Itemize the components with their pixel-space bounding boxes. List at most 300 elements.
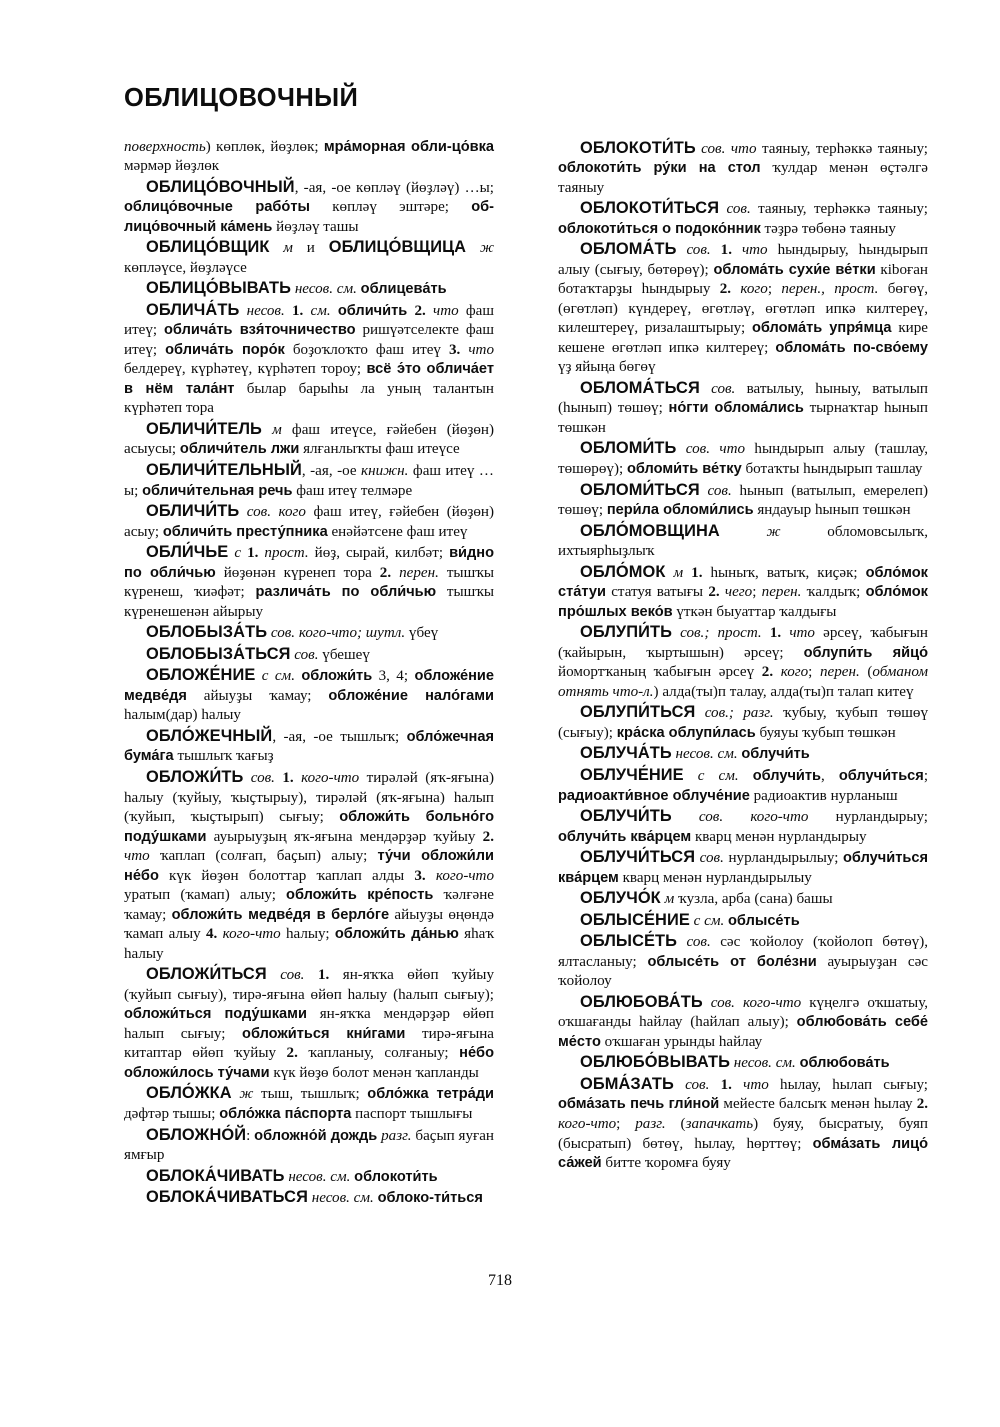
entry-headword: ОБЛОКА́ЧИВАТЬСЯ	[146, 1188, 308, 1207]
entry-sense-number: 2.	[482, 828, 494, 845]
entry-example: облича́ть взя́точничество	[164, 322, 356, 339]
entry-gloss: тирәләй (яҡ-яғына) һалыу (ҡуйыу, ҡыҫтырыу), тирәләй (яҡ-яғына) һалып (ҡуйып, ҡыҫтырып) сығыу;	[124, 769, 494, 826]
entry-gloss: нурландырылыу;	[723, 850, 844, 867]
entry-example: ви́дно по обли́чью	[124, 545, 494, 581]
page-number: 718	[488, 1272, 512, 1289]
entry-headword: ОБЛОМА́ТЬ	[580, 240, 677, 259]
entry-gloss: таяныу, терһәккә таяныу;	[750, 201, 928, 218]
entry-grammar-label: разг.	[635, 1116, 666, 1132]
entry-gloss: , -ая, -ое көпләү (йөҙләү) …ы;	[294, 179, 494, 196]
entry-gloss: кире кешене өгөтләп ипкә килтереү;	[558, 320, 928, 356]
entry-grammar-label: сов.	[243, 769, 275, 786]
entry-example: обло́жечная бума́га	[124, 728, 494, 765]
entry-headword: ОБЛУЧИ́ТЬСЯ	[580, 848, 696, 867]
entry-grammar-label: несов. см.	[291, 281, 361, 298]
entry-headword: ОБЛОЖЕ́НИЕ	[146, 666, 256, 685]
entry-example: обличи́ть престу́пника	[162, 523, 328, 540]
entry-gloss: 3, 4;	[372, 668, 415, 685]
entry-grammar-label: ж	[231, 1086, 254, 1103]
entry-gloss: и	[306, 240, 329, 257]
entry-grammar-label: сов.	[699, 380, 736, 397]
entry-headword: ОБЛИЦО́ВЫВАТЬ	[146, 279, 292, 298]
entry-example: облома́ть по-сво́ему	[775, 339, 928, 356]
entry-example: ти́ться	[434, 1190, 483, 1207]
dictionary-entry	[558, 521, 928, 562]
entry-grammar-label: сов.	[677, 934, 711, 951]
entry-gloss: һынып (ватылып, емерелеп) төшөү;	[558, 482, 928, 519]
entry-grammar-label: сов.	[719, 201, 751, 218]
entry-gloss: обломовсылыҡ, ихтыярһыҙлыҡ	[558, 523, 928, 560]
entry-grammar-label: сов. кого	[239, 504, 306, 521]
entry-example: обложи́ться кни́гами	[242, 1025, 406, 1042]
entry-gloss: йөҙләү ташы	[272, 218, 359, 235]
entry-gloss	[762, 625, 770, 641]
entry-grammar-label: сов. кого-что	[671, 809, 809, 826]
dictionary-entry	[558, 239, 928, 378]
entry-gloss: фаш итеү …ы;	[124, 463, 495, 499]
entry-example: всё э́то облича́ет в нём тала́нт	[124, 361, 494, 397]
entry-grammar-label: сов.; прост.	[671, 625, 762, 642]
dictionary-entry	[558, 702, 928, 743]
entry-gloss: ришүәтселекте фаш итеү;	[124, 322, 494, 358]
entry-grammar-label: книжн.	[361, 463, 409, 479]
entry-gloss: баҫып яуған ямғыр	[124, 1127, 494, 1164]
entry-gloss: ботаҡты һындырып ташлау	[741, 461, 923, 477]
entry-gloss: мейесте балсыҡ менән һылау	[719, 1096, 917, 1113]
dictionary-entry	[124, 177, 494, 238]
entry-grammar-label: сов.	[699, 482, 732, 499]
dictionary-entry	[124, 1083, 494, 1124]
entry-grammar-label: прост.	[258, 545, 309, 562]
entry-grammar-label: кого	[773, 664, 809, 681]
entry-sense-number: 2.	[379, 564, 392, 581]
entry-gloss: яндауыр һынып төшкән	[753, 502, 911, 519]
entry-grammar-label: что	[731, 1076, 769, 1093]
entry-grammar-label: сов.; разг.	[695, 705, 774, 722]
entry-gloss: , -ая, -ое тышлыҡ;	[272, 728, 407, 745]
dictionary-entry	[124, 1166, 494, 1188]
dictionary-entry	[558, 622, 928, 702]
entry-gloss: күңелгә оҡшатыу, оҡшағанды һайлау (һайлап алыу);	[558, 994, 928, 1031]
entry-grammar-label: кого-что	[217, 926, 281, 943]
dictionary-entry	[124, 726, 494, 767]
entry-gloss: ян-яҡҡа мендәрҙәр өйөп һалып сығыу;	[124, 1006, 495, 1042]
entry-example: обма́зать печь гли́ной	[558, 1096, 720, 1113]
entry-grammar-label: сов. кого-что	[702, 994, 802, 1011]
entry-gloss: үбешеү	[318, 646, 370, 663]
entry-example: обло́жка тетра́ди	[367, 1086, 494, 1103]
entry-headword: ОБЛОБЫЗА́ТЬ	[146, 623, 268, 642]
dictionary-entry	[558, 888, 928, 910]
entry-example: обложи́ть да́нью	[334, 926, 459, 943]
entry-gloss: йөҙөнән күренеп тора	[215, 564, 380, 581]
entry-example: обложно́й дождь	[254, 1127, 378, 1144]
entry-sense-number: 2.	[761, 664, 774, 681]
entry-headword: ОБЛИЧИ́ТЬ	[146, 502, 240, 521]
entry-grammar-label: что	[460, 341, 494, 358]
entry-headword: ОБЛИ́ЧЬЕ	[146, 543, 229, 562]
entry-example: облицо́вочные рабо́ты	[124, 199, 310, 216]
entry-example: облича́ть поро́к	[165, 341, 285, 358]
entry-gloss: ҡалдыҡ;	[801, 584, 866, 601]
entry-gloss: ҡузла, арба (сана) башы	[674, 891, 833, 908]
entry-gloss: фаш итеүсе, ғәйебен (йөҙөн) асыусы;	[124, 421, 494, 458]
entry-grammar-label: ж	[719, 523, 781, 540]
dictionary-entry	[124, 278, 494, 300]
dictionary-entry	[558, 806, 928, 847]
entry-example: об-	[471, 199, 494, 216]
entry-gloss: былар барыһы ла уның талантын күрһәтеп тора	[124, 380, 494, 417]
entry-gloss: ауырыуҙан сәс ҡойолоу	[558, 953, 928, 990]
entry-example: обма́зать лицо́ са́жей	[558, 1135, 928, 1172]
entry-grammar-label: сов.	[673, 1076, 710, 1093]
entry-gloss: һалым(дар) һалыу	[124, 707, 241, 724]
dictionary-entry	[558, 1052, 928, 1074]
entry-headword: ОБЛЮБО́ВЫВАТЬ	[580, 1053, 730, 1072]
entry-gloss: яһаҡ һалыу	[124, 926, 494, 962]
entry-grammar-label: несов.	[239, 302, 285, 319]
entry-headword: ОБЛУПИ́ТЬ	[580, 623, 672, 642]
entry-gloss: ) алда(ты)п талау, алда(ты)п талап китеү	[653, 683, 914, 700]
entry-example: облучи́ть ква́рцем	[558, 828, 692, 845]
entry-grammar-label: перен.	[819, 664, 860, 681]
entry-headword: ОБЛИЦО́ВЩИЦА	[328, 238, 467, 257]
entry-gloss: буяуы ҡубып төшкән	[755, 724, 896, 741]
entry-headword: ОБЛИЦО́ВЩИК	[146, 238, 270, 257]
entry-gloss: енәйәтсене фаш итеү	[327, 523, 468, 540]
entry-example: обломи́ть ве́тку	[626, 461, 742, 477]
entry-gloss: тышҡы күренеш, ҡиәфәт;	[124, 564, 494, 601]
entry-grammar-label: запачкать	[685, 1116, 754, 1132]
entry-sense-number: 3.	[449, 341, 461, 358]
entry-sense-number: 2.	[708, 584, 720, 601]
entry-gloss: радиоактив нурланыш	[749, 787, 898, 804]
entry-example: облокоти́ть	[354, 1168, 438, 1185]
dictionary-entry	[558, 992, 928, 1053]
dictionary-entry	[124, 300, 494, 419]
entry-grammar-label: сов.	[676, 242, 711, 259]
entry-gloss: һыныҡ, ватыҡ, киҫәк;	[702, 564, 866, 581]
entry-headword: ОБЛИЧА́ТЬ	[146, 300, 240, 319]
page-title: ОБЛИЦОВОЧНЫЙ	[124, 84, 359, 112]
dictionary-entry	[558, 480, 928, 521]
entry-gloss: ватылыу, һыныу, ватылып (һынып) төшөү;	[558, 380, 928, 417]
dictionary-entry	[124, 622, 494, 644]
dictionary-entry	[558, 910, 928, 932]
entry-gloss: һылау, һылап сығыу;	[768, 1076, 928, 1093]
entry-example: облицева́ть	[360, 281, 447, 298]
entry-example: облучи́ться ква́рцем	[558, 850, 928, 886]
entry-grammar-label: кого-что	[425, 867, 494, 884]
entry-example: обложе́ние нало́гами	[328, 687, 494, 704]
entry-grammar-label: несов. см.	[729, 1055, 800, 1072]
entry-grammar-label: кого-что	[293, 769, 360, 786]
entry-gloss: ;	[616, 1116, 636, 1132]
entry-grammar-label: что	[124, 848, 150, 865]
entry-example: обличи́ть	[337, 302, 408, 319]
entry-headword: ОБЛУЧЕ́НИЕ	[580, 765, 684, 784]
entry-sense-number: 1.	[720, 242, 732, 259]
entry-grammar-label: перен.	[391, 564, 439, 581]
entry-gloss: , -ая, -ое	[301, 463, 362, 479]
entry-headword: ОБЛО́ЖКА	[146, 1084, 232, 1103]
entry-headword: ОБЛОМИ́ТЬ	[580, 439, 677, 458]
entry-headword: ОБЛОКОТИ́ТЬ	[580, 138, 696, 157]
dictionary-entry	[124, 138, 494, 177]
entry-grammar-label: сов.	[290, 646, 319, 663]
entry-headword: ОБЛИЦО́ВОЧНЫЙ	[146, 177, 295, 196]
dictionary-entry	[124, 1187, 494, 1209]
entry-grammar-label: сов. что	[676, 441, 746, 458]
entry-grammar-label: перен., прост.	[781, 281, 879, 298]
entry-gloss: (	[665, 1116, 686, 1132]
entry-headword: ОБЛУЧИ́ТЬ	[580, 807, 672, 826]
entry-example: обложи́ть	[301, 668, 373, 685]
entry-gloss: ;	[808, 664, 820, 681]
entry-gloss: күк йөҙөн болоттар ҡаплап алды	[158, 867, 415, 884]
entry-gloss: йомортҡаның ҡабығын әрсеү	[558, 664, 762, 681]
entry-sense-number: 1.	[317, 967, 330, 984]
entry-gloss: уратып (ҡамап) алыу;	[124, 887, 287, 904]
entry-grammar-label: ж	[466, 240, 494, 257]
entry-example: облучи́ть	[741, 746, 810, 763]
entry-example: обло́мок ста́туи	[558, 564, 928, 601]
entry-headword: ОБЛУЧА́ТЬ	[580, 744, 672, 763]
entry-gloss: дәфтәр тышы;	[124, 1106, 220, 1122]
dictionary-entry	[124, 1125, 494, 1166]
entry-example: обложи́ться поду́шками	[124, 1006, 307, 1023]
entry-gloss: әрсеү, ҡабығын (ҡайырын, ҡыртышын) әрсеү;	[558, 625, 929, 661]
entry-grammar-label: обманом отнять что-л.	[558, 664, 928, 700]
entry-grammar-label: с см.	[683, 767, 753, 784]
entry-gloss: тышлыҡ ҡағыҙ	[173, 748, 274, 765]
dictionary-entry	[124, 665, 494, 726]
dictionary-entry	[558, 765, 928, 806]
entry-headword: ОБЛОМИ́ТЬСЯ	[580, 480, 700, 499]
entry-headword: ОБЛО́МОК	[580, 562, 666, 581]
entry-gloss: ян-яҡҡа өйөп ҡуйыу (ҡуйып сығыу), тирә-яғына өйөп һалыу (һалып сығыу);	[124, 967, 494, 1003]
dictionary-entry	[558, 378, 928, 439]
entry-gloss: ҡубыу, ҡубып төшөү (сығыу);	[558, 705, 928, 741]
entry-gloss: фаш итеү телмәре	[292, 482, 413, 499]
entry-example: облоко-	[377, 1190, 435, 1207]
entry-gloss: ауырыуҙың яҡ-яғына мендәрҙәр ҡуйыу	[206, 828, 483, 845]
entry-sense-number: 1.	[291, 302, 304, 319]
entry-example: цо́вка	[451, 138, 494, 155]
entry-sense-number: 2.	[286, 1045, 298, 1062]
dictionary-entry	[124, 501, 494, 542]
entry-gloss: ) көплөк, йөҙлөк;	[205, 138, 324, 155]
entry-example: облучи́ть	[752, 767, 822, 784]
entry-gloss: көпләү эштәре;	[309, 199, 472, 216]
entry-grammar-label: кого	[731, 281, 768, 298]
entry-gloss	[304, 967, 318, 983]
entry-gloss: бөгөү, (өгөтләп) күндереү, өгөтләү, өгөтләп ипкә килтереү, килештереү, ризалаштырыу;	[558, 281, 929, 337]
entry-headword: ОБЛОМА́ТЬСЯ	[580, 378, 700, 397]
entry-grammar-label: сов.	[266, 967, 305, 984]
entry-example: не́бо обложи́лось ту́чами	[124, 1045, 494, 1081]
right-column	[558, 138, 928, 1174]
entry-gloss: мәрмәр йөҙлөк	[124, 158, 220, 175]
entry-example: лицо́вочный ка́мень	[124, 218, 273, 235]
entry-gloss: күк йөҙө болот менән ҡапланды	[269, 1064, 479, 1081]
left-column	[124, 138, 494, 1209]
entry-example: облучи́ться	[838, 767, 924, 784]
dictionary-entry	[124, 644, 494, 666]
entry-grammar-label: что	[425, 302, 459, 319]
entry-headword: ОБЛУЧО́К	[580, 889, 661, 908]
entry-headword: ОБЛОЖИ́ТЬ	[146, 767, 244, 786]
entry-headword: ОБЛОЖНО́Й	[146, 1125, 247, 1144]
entry-headword: ОБЛО́МОВЩИНА	[580, 521, 720, 540]
entry-example: обложи́ть больно́го поду́шками	[124, 809, 494, 845]
dictionary-entry	[558, 562, 928, 623]
entry-sense-number: 1.	[247, 545, 259, 562]
entry-grammar-label: с см.	[255, 668, 302, 685]
dictionary-entry	[124, 767, 494, 964]
entry-headword: ОБЛОБЫЗА́ТЬСЯ	[146, 644, 291, 663]
entry-grammar-label: чего	[719, 584, 753, 601]
entry-sense-number: 1.	[282, 769, 294, 786]
entry-gloss: һындырыу, һындырып алыу (сығыу, бөтөрөү);	[558, 242, 929, 278]
entry-headword: ОБЛИЧИ́ТЕЛЬ	[146, 419, 262, 438]
dictionary-entry	[124, 542, 494, 622]
dictionary-entry	[124, 964, 494, 1083]
entry-gloss	[709, 1077, 720, 1093]
dictionary-entry	[558, 743, 928, 765]
entry-gloss: ҡаплап (солғап, баҫып) алыу;	[149, 848, 378, 865]
entry-gloss: ,	[821, 767, 839, 784]
entry-sense-number: 3.	[414, 867, 426, 884]
entry-example: облома́ть упря́мца	[751, 320, 892, 337]
entry-gloss: ялғанлыҡты фаш итеүсе	[299, 441, 460, 458]
entry-gloss: ;	[767, 281, 782, 298]
entry-headword: ОБЛУПИ́ТЬСЯ	[580, 703, 696, 722]
entry-grammar-label: что	[781, 625, 815, 642]
entry-gloss	[683, 565, 691, 581]
entry-gloss: һындырып алыу (ташлау, төшөрөү);	[558, 441, 928, 477]
entry-gloss: үҙ яйыңа бөгөү	[558, 359, 656, 376]
entry-sense-number: 1.	[720, 1076, 732, 1093]
entry-gloss: кibоған ботаҡтарҙы һындырыу	[558, 261, 928, 298]
dictionary-entry	[558, 847, 928, 888]
entry-grammar-label: кого-что	[558, 1116, 617, 1132]
entry-gloss: ;	[923, 767, 929, 784]
entry-gloss: таяныу, терһәккә таяныу;	[756, 140, 928, 157]
entry-sense-number: 4.	[205, 926, 218, 943]
entry-gloss: боҙоҡлоҡто фаш итеү	[284, 341, 449, 358]
entry-grammar-label: м	[660, 891, 675, 908]
entry-gloss: :	[246, 1127, 255, 1144]
entry-grammar-label: несов. см.	[307, 1190, 378, 1207]
entry-example: обло́мок про́шлых веко́в	[558, 584, 928, 620]
entry-gloss: кварц менән нурландырыу	[691, 828, 867, 845]
entry-gloss: фаш итеү;	[124, 302, 494, 339]
dictionary-entry	[558, 198, 928, 239]
entry-gloss: тирә-яғына китаптар өйөп ҡуйыу	[124, 1025, 494, 1062]
entry-gloss: ҡәлғәне ҡамау;	[124, 887, 495, 923]
entry-gloss: тыш, тышлыҡ;	[253, 1086, 368, 1103]
entry-gloss: статуя ватығы	[605, 584, 709, 601]
entry-headword: ОБЛИЧИ́ТЕЛЬНЫЙ	[146, 461, 302, 479]
entry-headword: ОБЛЮБОВА́ТЬ	[580, 992, 703, 1011]
entry-gloss: кварц менән нурландырылыу	[618, 869, 812, 886]
entry-headword: ОБЛО́ЖЕЧНЫЙ	[146, 726, 273, 745]
entry-headword: ОБЛОКА́ЧИВАТЬ	[146, 1166, 285, 1185]
entry-example: обложи́ть медве́дя в берло́ге	[171, 906, 390, 923]
entry-gloss: ҡапланыу, солғаныу;	[297, 1045, 460, 1062]
entry-gloss: сәс ҡойолоу (ҡойолоп бөтөү), ялтасланыу;	[558, 934, 928, 970]
entry-example: облысе́ть от боле́зни	[647, 953, 817, 970]
entry-headword: ОБЛЫСЕ́НИЕ	[580, 910, 690, 929]
entry-grammar-label: м	[269, 240, 307, 257]
entry-gloss: фаш итеү, ғәйебен (йөҙөн) асыу;	[124, 504, 494, 540]
entry-gloss: көпләүсе, йөҙләүсе	[124, 259, 247, 276]
dictionary-entry	[124, 460, 494, 501]
entry-grammar-label: несов. см.	[284, 1168, 355, 1185]
entry-example: ту́чи обложи́ли не́бо	[124, 848, 494, 884]
entry-example: облома́ть сухи́е ве́тки	[713, 261, 876, 278]
entry-gloss	[285, 303, 292, 319]
entry-sense-number: 1.	[691, 564, 703, 581]
entry-gloss: ;	[752, 584, 762, 601]
entry-example: облысе́ть	[728, 912, 800, 929]
entry-gloss: оҡшаған урынды һайлау	[600, 1033, 763, 1050]
entry-headword: ОБЛЫСЕ́ТЬ	[580, 932, 678, 951]
entry-example: обложе́ние медве́дя	[124, 668, 494, 704]
entry-gloss: һалыу;	[280, 926, 335, 943]
entry-gloss: паспорт тышлығы	[351, 1106, 473, 1122]
entry-gloss: битте ҡоромға буяу	[601, 1155, 731, 1172]
dictionary-entry	[558, 1074, 928, 1174]
entry-grammar-label: см.	[303, 302, 338, 319]
entry-sense-number: 2.	[719, 281, 732, 298]
entry-example: облюбова́ть	[799, 1055, 890, 1072]
entry-example: мра́морная обли-	[323, 138, 452, 155]
dictionary-entry	[558, 931, 928, 992]
entry-example: обло́жка па́спорта	[219, 1106, 352, 1122]
entry-gloss: айыуҙы өңөндә ҡамап алыу	[124, 906, 494, 943]
entry-grammar-label: с см.	[689, 912, 729, 929]
entry-example: радиоакти́вное облуче́ние	[558, 787, 750, 804]
entry-gloss	[711, 242, 721, 258]
entry-example: облюбова́ть себе́ ме́сто	[558, 1014, 928, 1050]
entry-example: облокоти́ть ру́ки на стол	[558, 160, 761, 177]
entry-example: обличи́тельная речь	[142, 482, 293, 499]
entry-example: но́гти облома́лись	[668, 400, 804, 417]
entry-gloss: айыуҙы ҡамау;	[186, 687, 329, 704]
entry-gloss: йөҙ, сырай, килбәт;	[308, 545, 450, 562]
dictionary-entry	[558, 438, 928, 479]
entry-gloss: үбеү	[405, 625, 439, 642]
entry-headword: ОБЛОКОТИ́ТЬСЯ	[580, 199, 720, 218]
entry-sense-number: 2.	[414, 302, 426, 319]
entry-gloss: тәҙрә төбөнә таяныу	[760, 220, 896, 237]
entry-example: обложи́ть кре́пость	[286, 887, 434, 904]
entry-grammar-label: с	[228, 545, 248, 562]
text-columns	[124, 138, 928, 1209]
entry-grammar-label: м	[261, 421, 282, 438]
entry-gloss: үткән быуаттар ҡалдығы	[672, 603, 837, 620]
entry-example: облокоти́ться о подоко́нник	[558, 220, 761, 237]
entry-grammar-label: сов. кого-что; шутл.	[267, 625, 406, 642]
entry-example: пери́ла обломи́лись	[606, 502, 754, 519]
entry-grammar-label: сов. что	[695, 140, 757, 157]
entry-grammar-label: что	[731, 242, 768, 259]
entry-gloss: тырнаҡтар һынып төшкән	[558, 400, 928, 436]
entry-grammar-label: перен.	[761, 584, 802, 601]
entry-gloss: (	[859, 664, 873, 681]
